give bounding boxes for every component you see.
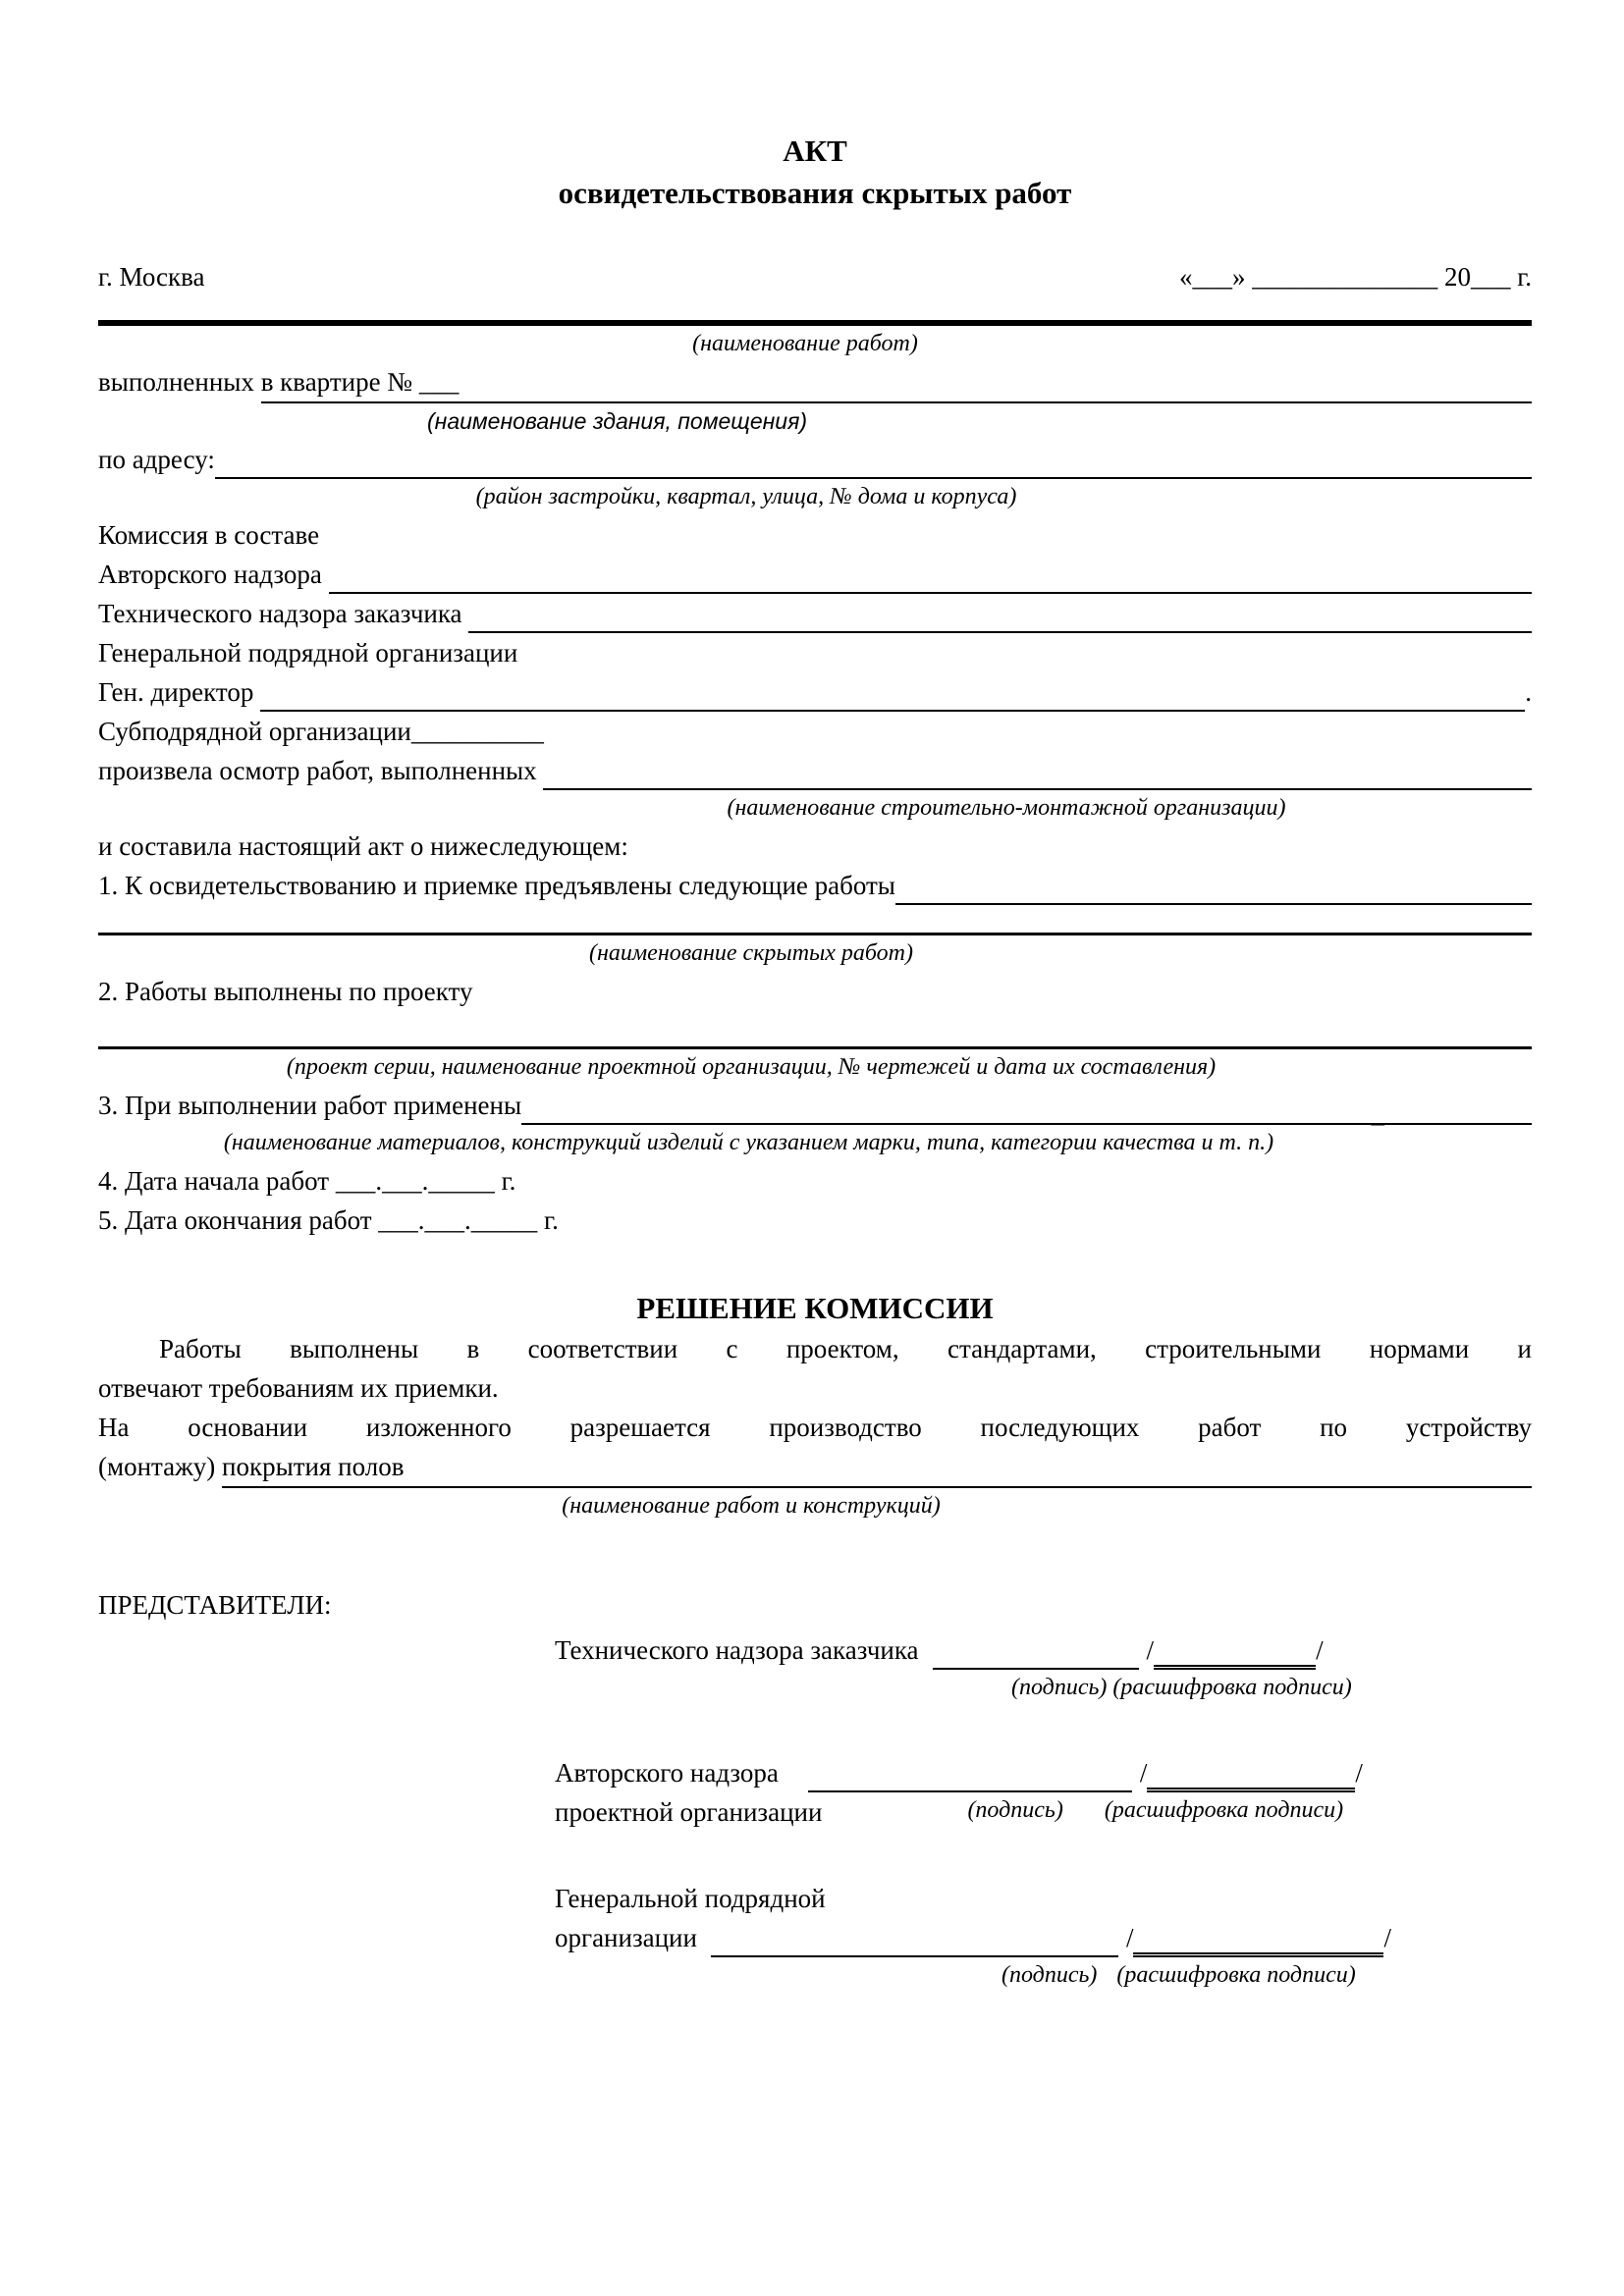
- signature2-row: [555, 1753, 1532, 1792]
- field-address: [98, 440, 1532, 479]
- item1-continuation-line: [98, 905, 1532, 935]
- signature1-sign-blank: [933, 1630, 1139, 1670]
- field-apartment-blank-line: [459, 362, 1532, 403]
- field-address-label: по адресу:: [98, 445, 215, 474]
- signature1-slash-left: /: [1146, 1635, 1155, 1665]
- decision-paragraph-line1: Работы выполнены в соответствии с проектом, стандартами, строительными нормами и: [159, 1334, 1532, 1363]
- field-gen-director-label: Ген. директор: [98, 677, 261, 707]
- document-subtitle: освидетельствования скрытых работ: [558, 176, 1072, 210]
- item5-text: 5. Дата окончания работ ___.___._____ г.: [98, 1205, 559, 1235]
- signature2-sign-blank: [808, 1753, 1132, 1792]
- city-date-row: [98, 257, 1532, 296]
- signature2-name-blank: [1147, 1753, 1355, 1792]
- signature3-captions: [555, 1957, 1532, 1994]
- signatures-section: [555, 1630, 1532, 1994]
- caption-work-name: (наименование работ): [692, 331, 918, 356]
- decision-paragraph-line3: На основании изложенного разрешается производство последующих работ по устройству: [98, 1413, 1532, 1442]
- date-blank: «___» ______________ 20___ г.: [1178, 262, 1532, 292]
- signature3-sign-blank: [711, 1918, 1118, 1957]
- caption-district: (район застройки, квартал, улица, № дома и корпуса): [475, 484, 1017, 509]
- item4-text: 4. Дата начала работ ___.___._____ г.: [98, 1166, 516, 1196]
- signature1-row: [555, 1630, 1532, 1670]
- field-inspection-label: произвела осмотр работ, выполненных: [98, 756, 544, 785]
- document-title: АКТ: [783, 133, 847, 168]
- field-apartment-prefix: выполненных: [98, 367, 261, 397]
- signature3-slash-right: /: [1383, 1923, 1391, 1952]
- decision-paragraph-line2: отвечают требованиям их приемки.: [98, 1373, 499, 1403]
- field-inspection-blank-line: [543, 751, 1532, 790]
- field-apartment: [98, 362, 1532, 403]
- decision-field-prefix: (монтажу): [98, 1452, 223, 1481]
- signature2-slash-right: /: [1355, 1758, 1363, 1788]
- signature3-label2: организации: [555, 1923, 697, 1952]
- field-gen-director: [98, 672, 1532, 712]
- item1-row: [98, 866, 1532, 905]
- field-subcontractor: [98, 712, 1532, 751]
- item2-continuation-line: [98, 1011, 1532, 1049]
- caption-construction-org: (наименование строительно-монтажной организации): [727, 795, 1286, 821]
- general-contractor-line: Генеральной подрядной организации: [98, 638, 518, 667]
- signature2-row2: [555, 1792, 1532, 1832]
- signature2-slash-left: /: [1139, 1758, 1148, 1788]
- act-line: и составила настоящий акт о нижеследующем:: [98, 831, 628, 861]
- signature1-label: Технического надзора заказчика: [555, 1635, 919, 1665]
- signature2-sign-caption: (подпись): [967, 1797, 1063, 1823]
- field-inspection: [98, 751, 1532, 790]
- caption-project: (проект серии, наименование проектной организации, № чертежей и дата их составления): [286, 1054, 1217, 1080]
- item2-text: 2. Работы выполнены по проекту: [98, 977, 473, 1006]
- field-technical-supervision-blank-line: [468, 594, 1532, 633]
- decision-heading: РЕШЕНИЕ КОМИССИИ: [636, 1291, 994, 1325]
- signature3-slash-left: /: [1125, 1923, 1134, 1952]
- signature1-name-blank: [1154, 1630, 1316, 1670]
- representatives-heading: ПРЕДСТАВИТЕЛИ:: [98, 1590, 332, 1620]
- decision-field-value: покрытия полов: [222, 1447, 404, 1488]
- decision-field-blank-line: [405, 1447, 1533, 1488]
- field-gen-director-blank-line: [260, 672, 1525, 712]
- signature3-sign-caption: (подпись): [1001, 1962, 1098, 1988]
- city-label: г. Москва: [98, 262, 205, 292]
- caption-hidden-works: (наименование скрытых работ): [588, 940, 914, 966]
- item3-row: [98, 1086, 1532, 1128]
- field-author-supervision-blank-line: [329, 555, 1532, 594]
- signature1-sign-caption: (подпись): [1011, 1675, 1108, 1700]
- field-address-blank-line: [215, 440, 1532, 479]
- field-author-supervision: [98, 555, 1532, 594]
- field-subcontractor-blank: __________: [410, 717, 544, 746]
- field-apartment-value: в квартире № ___: [261, 362, 460, 403]
- signature2-label: Авторского надзора: [555, 1758, 779, 1788]
- signature1-captions: [555, 1670, 1532, 1706]
- signature1-slash-right: /: [1316, 1635, 1324, 1665]
- signature3-name-caption: (расшифровка подписи): [1116, 1962, 1356, 1988]
- field-gen-director-suffix: .: [1525, 677, 1532, 707]
- item1-blank-line: [895, 866, 1532, 905]
- commission-line: Комиссия в составе: [98, 520, 320, 550]
- signature3-row: [555, 1918, 1532, 1957]
- item3-text: 3. При выполнении работ применены: [98, 1091, 522, 1120]
- item3-stray-underscore: _: [1371, 1098, 1384, 1128]
- item1-text: 1. К освидетельствованию и приемке предъявлены следующие работы: [98, 871, 895, 900]
- signature2-label2: проектной организации: [555, 1797, 823, 1827]
- field-technical-supervision: [98, 594, 1532, 633]
- caption-building: (наименование здания, помещения): [427, 408, 808, 434]
- field-author-supervision-label: Авторского надзора: [98, 560, 329, 589]
- caption-materials: (наименование материалов, конструкций изделий с указанием марки, типа, категории качества и т. п.): [223, 1130, 1274, 1155]
- decision-field-works: [98, 1447, 1532, 1488]
- signature3-label1: Генеральной подрядной: [555, 1884, 826, 1913]
- signature3-name-blank: [1133, 1918, 1383, 1957]
- field-technical-supervision-label: Технического надзора заказчика: [98, 599, 469, 628]
- signature2-name-caption: (расшифровка подписи): [1104, 1797, 1344, 1823]
- signature1-name-caption: (расшифровка подписи): [1112, 1675, 1352, 1700]
- caption-works-constructions: (наименование работ и конструкций): [562, 1493, 941, 1519]
- field-subcontractor-label: Субподрядной организации: [98, 717, 411, 746]
